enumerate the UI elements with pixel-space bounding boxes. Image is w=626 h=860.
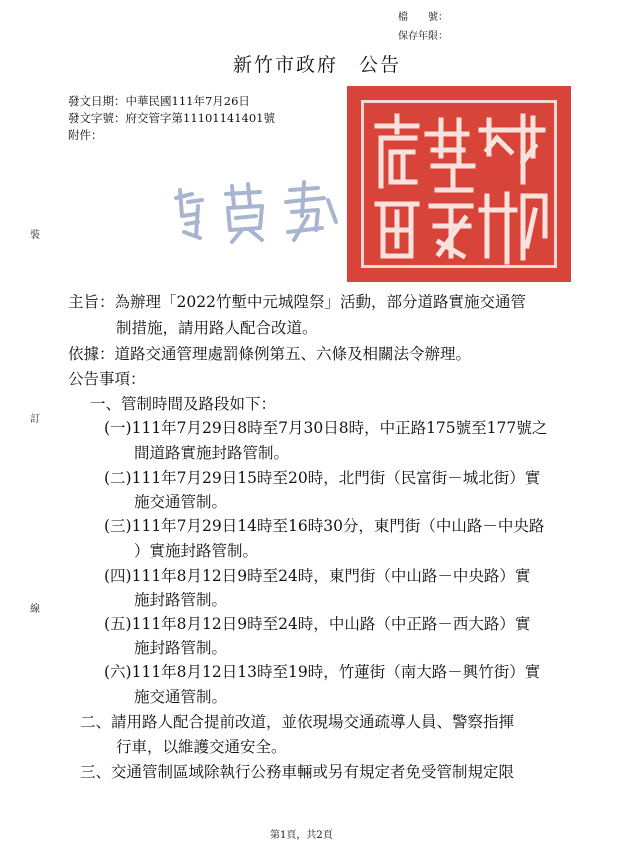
subitem-2-line-1: (二)111年7月29日15時至20時，北門街（民富街－城北街）實 <box>104 469 541 487</box>
item-1-heading: 一、管制時間及路段如下： <box>90 395 277 413</box>
document-number: 發文字號：府交管字第11101141401號 <box>68 111 275 125</box>
subitem-5-line-1: (五)111年8月12日9時至24時，中山路（中正路－西大路）實 <box>104 615 531 633</box>
subitem-1-line-2: 間道路實施封路管制。 <box>134 444 290 462</box>
attachments-label: 附件： <box>68 128 103 142</box>
subitem-2-line-2: 施交通管制。 <box>134 493 228 511</box>
subitem-6-line-2: 施交通管制。 <box>134 688 228 706</box>
basis-text: 依據：道路交通管理處罰條例第五、六條及相關法令辦理。 <box>68 345 472 363</box>
item-3-line-1: 三、交通管制區域除執行公務車輛或另有規定者免受管制規定限 <box>80 763 515 781</box>
subitem-4-line-1: (四)111年8月12日9時至24時，東門街（中山路－中央路）實 <box>104 567 531 585</box>
document-title: 新竹市政府 公告 <box>233 54 402 76</box>
binding-mark-staple: 訂 <box>30 414 40 425</box>
binding-mark-line: 線 <box>30 604 40 615</box>
official-seal <box>347 86 571 282</box>
signature-icon <box>168 176 348 246</box>
retention-period-label: 保存年限： <box>398 31 448 42</box>
page-number: 第1頁，共2頁 <box>270 830 333 841</box>
subitem-3-line-1: (三)111年7月29日14時至16時30分，東門街（中山路－中央路 <box>104 517 545 535</box>
subject-line-2: 制措施，請用路人配合改道。 <box>116 319 318 337</box>
subject-line-1: 主旨：為辦理「2022竹塹中元城隍祭」活動，部分道路實施交通管 <box>68 293 526 311</box>
issue-date: 發文日期：中華民國111年7月26日 <box>68 94 250 108</box>
seal-glyphs-icon <box>347 86 571 282</box>
subitem-1-line-1: (一)111年7月29日8時至7月30日8時，中正路175號至177號之 <box>104 419 548 437</box>
file-number-label: 檔 號： <box>398 12 448 23</box>
item-2-line-2: 行車，以維護交通安全。 <box>116 738 287 756</box>
subitem-3-line-2: ）實施封路管制。 <box>134 542 259 560</box>
items-heading: 公告事項： <box>68 370 146 388</box>
subitem-4-line-2: 施封路管制。 <box>134 591 228 609</box>
subitem-5-line-2: 施封路管制。 <box>134 639 228 657</box>
item-2-line-1: 二、請用路人配合提前改道，並依現場交通疏導人員、警察指揮 <box>80 713 515 731</box>
subitem-6-line-1: (六)111年8月12日13時至19時，竹蓮街（南大路－興竹街）實 <box>104 663 541 681</box>
binding-mark-bind: 裝 <box>30 230 40 241</box>
